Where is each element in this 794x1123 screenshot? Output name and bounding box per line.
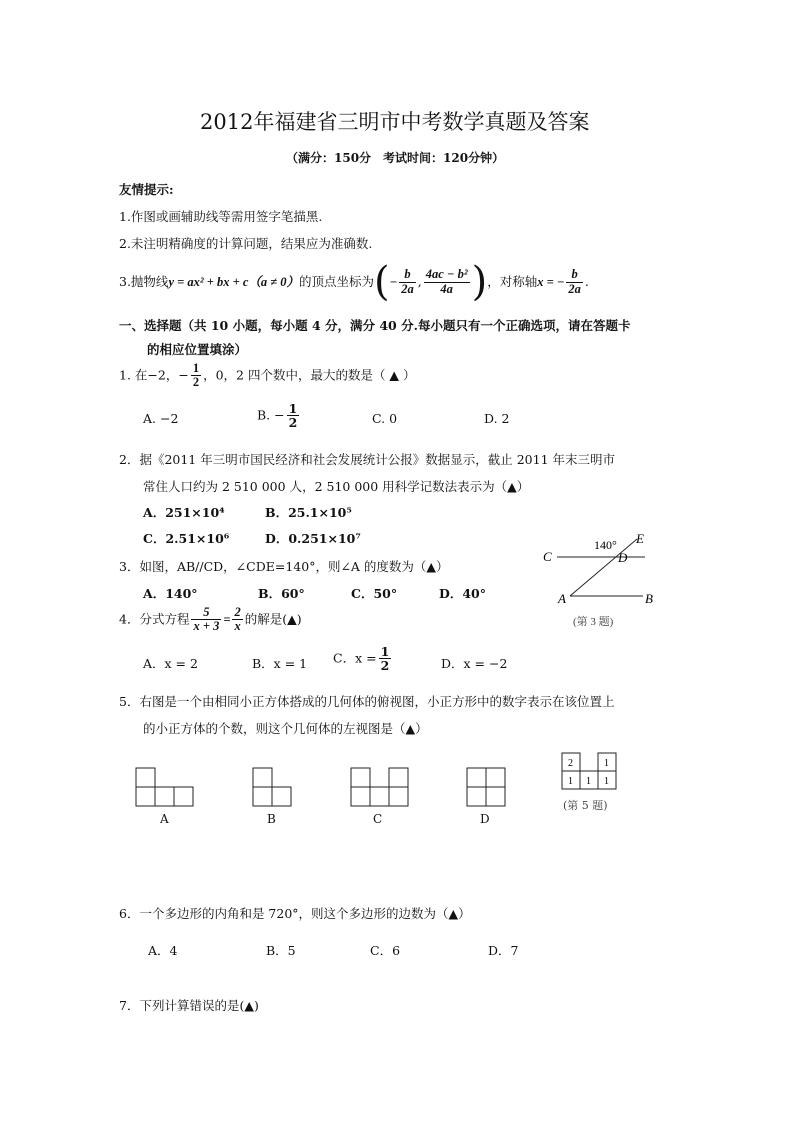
question-3-option-d: D．40° bbox=[439, 586, 486, 601]
question-3-stem: 3．如图，AB//CD，∠CDE=140°，则∠A 的度数为（▲） bbox=[119, 559, 449, 574]
tip-3: 3.抛物线y = ax² + bx + c（a ≠ 0）的顶点坐标为(− $\frac{b}{2a}$ , $\frac{\text{4ac − b²}}{4a}$ )，对称轴x = − $\frac{b}{2a}$ . bbox=[119, 259, 589, 305]
question-1-stem: 1. 在−2，− $\frac{1}{2}$ ，0，2 四个数中，最大的数是（ ▲ ） bbox=[119, 361, 416, 390]
tips-heading: 友情提示: bbox=[119, 182, 174, 197]
label-b: B bbox=[645, 591, 653, 606]
vertex-x-fraction: $\frac{b}{2a}$ bbox=[401, 267, 414, 296]
tip-3-text-b: 的顶点坐标为 bbox=[299, 273, 375, 289]
question-6-option-a: A．4 bbox=[148, 943, 178, 958]
question-2-option-c: C．2.51×10⁶ bbox=[143, 531, 230, 546]
question-1-option-a: A. −2 bbox=[143, 411, 179, 426]
tip-3-text-a: 3.抛物线 bbox=[119, 273, 169, 289]
question-2-line2: 常住人口约为 2 510 000 人，2 510 000 用科学记数法表示为（▲） bbox=[143, 479, 530, 494]
figure-5-caption: (第 5 题) bbox=[563, 799, 608, 812]
question-3-option-a: A．140° bbox=[143, 586, 198, 601]
tip-2: 2.未注明精确度的计算问题，结果应为准确数. bbox=[119, 236, 373, 251]
parabola-condition: （a ≠ 0） bbox=[248, 274, 300, 289]
page-subtitle: （满分：150分 考试时间：120分钟） bbox=[286, 151, 505, 165]
question-1-option-b: B. − $\frac{1}{2}$ bbox=[257, 401, 298, 431]
top-view-cell: 1 bbox=[604, 758, 609, 769]
option-d-view bbox=[465, 766, 509, 808]
question-1-option-c: C. 0 bbox=[372, 411, 398, 426]
section-heading-line1: 一、选择题（共 10 小题，每小题 4 分，满分 40 分.每小题只有一个正确选项，请在答题卡 bbox=[119, 318, 631, 333]
question-4-option-a: A．x = 2 bbox=[143, 656, 198, 671]
question-4-option-c: C．x = $\frac{1}{2}$ bbox=[333, 644, 390, 674]
question-3-figure bbox=[535, 530, 665, 630]
question-2-option-d: D．0.251×10⁷ bbox=[265, 531, 361, 546]
question-3-option-b: B．60° bbox=[258, 586, 305, 601]
option-b-view bbox=[251, 766, 295, 808]
page-title: 2012年福建省三明市中考数学真题及答案 bbox=[200, 110, 590, 134]
label-c: C bbox=[543, 549, 552, 564]
tip-3-text-c: ，对称轴 bbox=[487, 273, 538, 289]
vertex-y-fraction: $\frac{\text{4ac − b²}}{4a}$ bbox=[425, 267, 468, 296]
label-a: A bbox=[558, 591, 566, 606]
option-c-view bbox=[349, 766, 411, 808]
question-5-line2: 的小正方体的个数，则这个几何体的左视图是（▲） bbox=[143, 721, 428, 736]
question-4-stem: 4．分式方程 $\frac{5}{x + 3}$ = $\frac{2}{x}$ 的解是(▲) bbox=[119, 605, 302, 634]
question-5-line1: 5．右图是一个由相同小正方体搭成的几何体的俯视图，小正方形中的数字表示在该位置上 bbox=[119, 694, 615, 709]
figure-3-caption: (第 3 题) bbox=[573, 616, 614, 628]
question-4-option-b: B．x = 1 bbox=[252, 656, 308, 671]
question-4-option-d: D．x = −2 bbox=[441, 656, 508, 671]
angle-label: 140° bbox=[594, 538, 617, 552]
question-6-option-c: C．6 bbox=[370, 943, 401, 958]
question-2-option-b: B．25.1×10⁵ bbox=[265, 505, 352, 520]
label-d: D bbox=[618, 550, 628, 565]
axis-fraction: $\frac{b}{2a}$ bbox=[568, 267, 581, 296]
top-view-cell: 2 bbox=[568, 758, 573, 769]
question-3-option-c: C．50° bbox=[351, 586, 398, 601]
option-a-label: A bbox=[160, 812, 169, 826]
section-heading-line2: 的相应位置填涂） bbox=[147, 342, 248, 357]
left-paren-glyph: ( bbox=[374, 259, 390, 305]
question-1-option-d: D. 2 bbox=[484, 411, 510, 426]
axis-formula: x = − bbox=[537, 274, 565, 289]
question-6-stem: 6．一个多边形的内角和是 720°，则这个多边形的边数为（▲） bbox=[119, 906, 471, 921]
option-a-view bbox=[134, 766, 196, 808]
top-view-cell: 1 bbox=[568, 776, 573, 787]
option-b-label: B bbox=[267, 812, 276, 826]
right-paren-glyph: ) bbox=[471, 259, 488, 305]
top-view-cell: 1 bbox=[586, 776, 591, 787]
option-c-label: C bbox=[373, 812, 383, 826]
top-view-cell: 1 bbox=[604, 776, 609, 787]
tip-1: 1.作图或画辅助线等需用签字笔描黑. bbox=[119, 209, 323, 224]
question-2-option-a: A．251×10⁴ bbox=[143, 505, 225, 520]
option-d-label: D bbox=[480, 812, 490, 826]
label-e: E bbox=[636, 531, 644, 546]
parabola-formula: y = ax² + bx + c bbox=[168, 274, 249, 289]
question-7-stem: 7．下列计算错误的是(▲) bbox=[119, 998, 259, 1013]
question-2-line1: 2．据《2011 年三明市国民经济和社会发展统计公报》数据显示，截止 2011 年末三明市 bbox=[119, 452, 615, 467]
question-6-option-d: D．7 bbox=[488, 943, 519, 958]
question-6-option-b: B．5 bbox=[266, 943, 296, 958]
